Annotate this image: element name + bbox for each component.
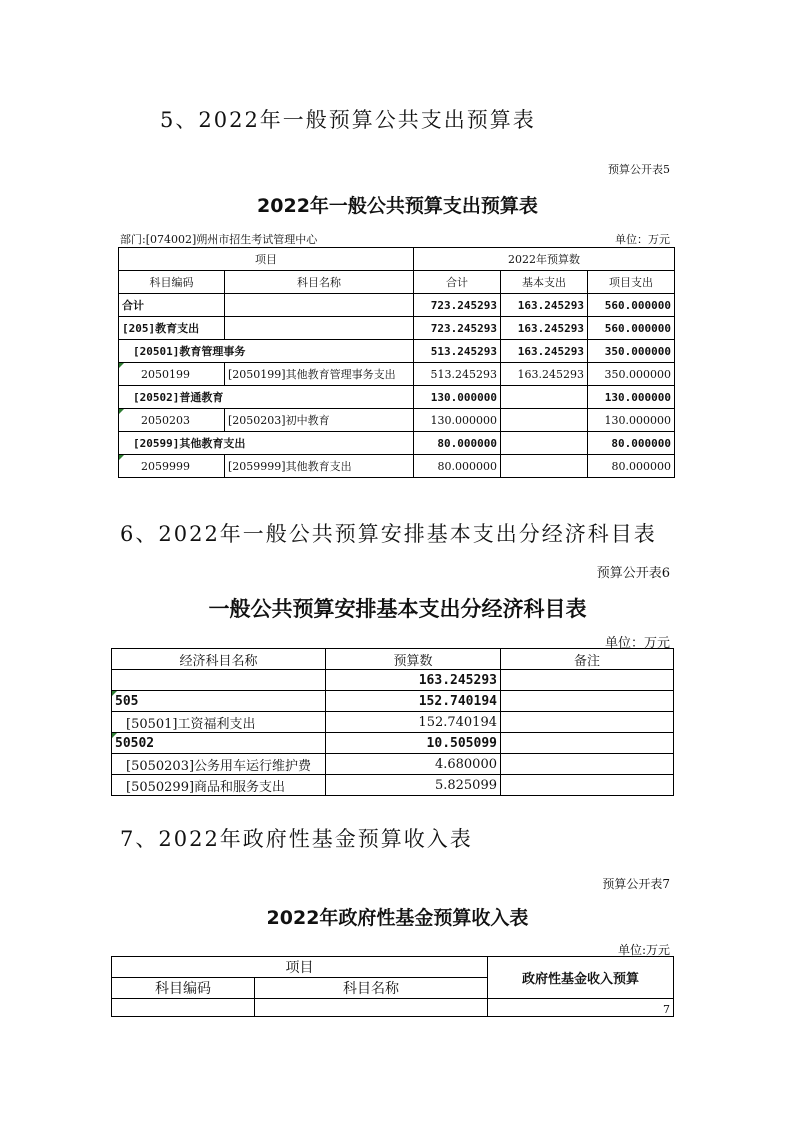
row-budget: 4.680000 (326, 754, 501, 775)
row-project: 80.000000 (588, 432, 675, 455)
row-basic: 163.245293 (501, 363, 588, 386)
header-total: 合计 (414, 271, 501, 294)
row-total: 80.000000 (414, 432, 501, 455)
unit-label-5: 单位：万元 (615, 233, 670, 246)
row-budget: 152.740194 (326, 691, 501, 712)
header-item: 项目 (112, 957, 488, 978)
row-name (112, 670, 326, 691)
row-name: 505 (112, 691, 326, 712)
table-row (112, 712, 674, 733)
row-project: 560.000000 (588, 317, 675, 340)
table-5-title: 2022年一般公共预算支出预算表 (257, 195, 538, 217)
row-total: 723.245293 (414, 294, 501, 317)
general-budget-expenditure-table (118, 247, 675, 478)
unit-label-7: 单位:万元 (617, 943, 670, 957)
row-note (501, 712, 674, 733)
header-project: 项目支出 (588, 271, 675, 294)
table-7-title: 2022年政府性基金预算收入表 (266, 907, 529, 929)
header-economic-name: 经济科目名称 (112, 649, 326, 670)
table-row (119, 432, 675, 455)
row-basic: 163.245293 (501, 340, 588, 363)
row-project: 130.000000 (588, 409, 675, 432)
table-row (112, 691, 674, 712)
row-code (112, 999, 255, 1017)
row-project: 560.000000 (588, 294, 675, 317)
row-basic (501, 432, 588, 455)
table-header-row (112, 957, 674, 978)
row-note (501, 670, 674, 691)
row-total: 513.245293 (414, 340, 501, 363)
row-project: 130.000000 (588, 386, 675, 409)
row-name (225, 317, 414, 340)
header-code: 科目编码 (119, 271, 225, 294)
header-budget: 预算数 (326, 649, 501, 670)
page-number: 7 (488, 999, 674, 1017)
table-row (119, 455, 675, 478)
table-number-5: 预算公开表5 (608, 163, 670, 176)
row-name (255, 999, 488, 1017)
row-note (501, 775, 674, 796)
row-code: [20599]其他教育支出 (119, 432, 414, 455)
header-name: 科目名称 (225, 271, 414, 294)
section-5-heading: 5、2022年一般预算公共支出预算表 (160, 108, 536, 132)
table-row (112, 775, 674, 796)
table-row (112, 999, 674, 1017)
row-budget: 10.505099 (326, 733, 501, 754)
row-name: [5050299]商品和服务支出 (112, 775, 326, 796)
row-basic (501, 455, 588, 478)
row-budget: 163.245293 (326, 670, 501, 691)
row-note (501, 691, 674, 712)
row-code: [205]教育支出 (119, 317, 225, 340)
row-basic: 163.245293 (501, 294, 588, 317)
header-name: 科目名称 (255, 978, 488, 999)
economic-classification-table (111, 648, 674, 796)
row-code: [20502]普通教育 (119, 386, 414, 409)
table-row (112, 733, 674, 754)
row-name (225, 294, 414, 317)
row-total: 130.000000 (414, 386, 501, 409)
row-project: 80.000000 (588, 455, 675, 478)
row-total: 130.000000 (414, 409, 501, 432)
row-total: 513.245293 (414, 363, 501, 386)
table-6-title: 一般公共预算安排基本支出分经济科目表 (208, 597, 587, 621)
table-row (112, 754, 674, 775)
section-7-heading: 7、2022年政府性基金预算收入表 (120, 827, 473, 851)
row-code: [20501]教育管理事务 (119, 340, 414, 363)
header-note: 备注 (501, 649, 674, 670)
table-subheader-row (119, 271, 675, 294)
table-header-row (112, 649, 674, 670)
row-code: 2050203 (119, 409, 225, 432)
row-total: 723.245293 (414, 317, 501, 340)
table-row (119, 386, 675, 409)
header-item: 项目 (119, 248, 414, 271)
row-budget: 152.740194 (326, 712, 501, 733)
row-code: 2059999 (119, 455, 225, 478)
table-row (119, 294, 675, 317)
row-name: [5050203]公务用车运行维护费 (112, 754, 326, 775)
table-row (112, 670, 674, 691)
unit-label-6: 单位：万元 (604, 636, 670, 651)
row-project: 350.000000 (588, 340, 675, 363)
header-budget: 2022年预算数 (414, 248, 675, 271)
table-row (119, 363, 675, 386)
row-code: 合计 (119, 294, 225, 317)
header-basic: 基本支出 (501, 271, 588, 294)
department-label: 部门:[074002]朔州市招生考试管理中心 (120, 233, 318, 246)
row-name: [2050199]其他教育管理事务支出 (225, 363, 414, 386)
row-name: [50501]工资福利支出 (112, 712, 326, 733)
section-6-heading: 6、2022年一般公共预算安排基本支出分经济科目表 (120, 522, 657, 546)
table-row (119, 340, 675, 363)
row-code: 2050199 (119, 363, 225, 386)
row-budget: 5.825099 (326, 775, 501, 796)
header-code: 科目编码 (112, 978, 255, 999)
row-project: 350.000000 (588, 363, 675, 386)
table-row (119, 409, 675, 432)
row-name: 50502 (112, 733, 326, 754)
table-number-6: 预算公开表6 (596, 566, 670, 581)
row-note (501, 754, 674, 775)
table-header-row (119, 248, 675, 271)
government-fund-income-table (111, 956, 674, 1017)
row-total: 80.000000 (414, 455, 501, 478)
table-number-7: 预算公开表7 (602, 877, 670, 891)
row-basic (501, 386, 588, 409)
row-basic: 163.245293 (501, 317, 588, 340)
header-fund-income: 政府性基金收入预算 (488, 957, 674, 999)
table-row (119, 317, 675, 340)
row-note (501, 733, 674, 754)
row-name: [2059999]其他教育支出 (225, 455, 414, 478)
row-basic (501, 409, 588, 432)
row-name: [2050203]初中教育 (225, 409, 414, 432)
